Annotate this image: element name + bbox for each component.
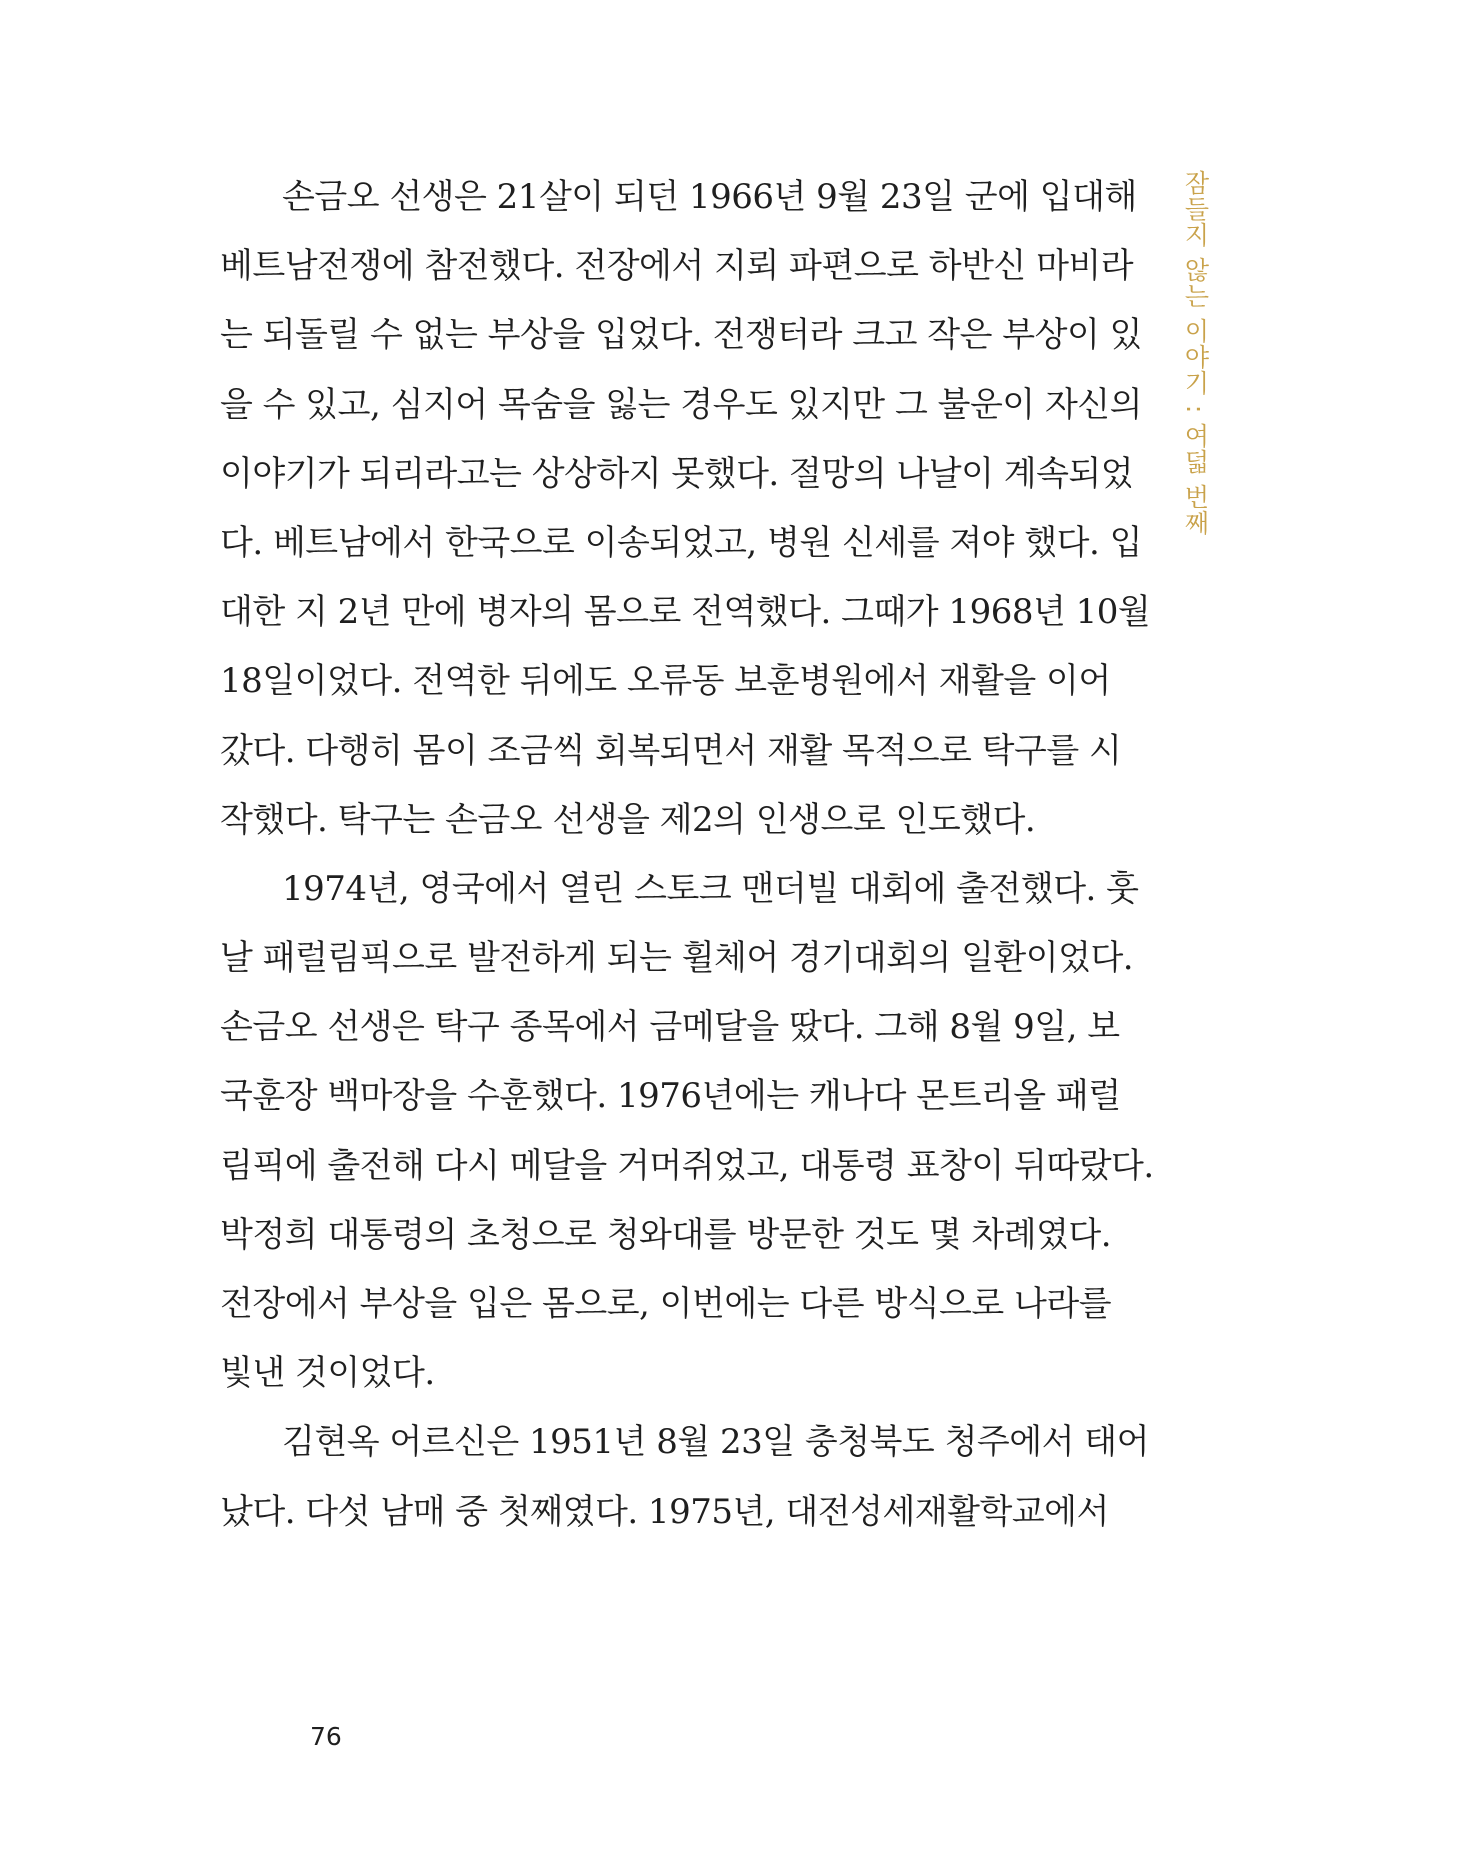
text-line: 박정희 대통령의 초청으로 청와대를 방문한 것도 몇 차례였다. <box>220 1214 1112 1255</box>
text-line: 전장에서 부상을 입은 몸으로, 이번에는 다른 방식으로 나라를 <box>220 1284 1112 1324</box>
text-line: 날 패럴림픽으로 발전하게 되는 휠체어 경기대회의 일환이었다. <box>220 938 1134 979</box>
text-line: 손금오 선생은 21살이 되던 1966년 9월 23일 군에 입대해 <box>282 177 1137 217</box>
text-line: 빛낸 것이었다. <box>220 1353 435 1394</box>
text-line: 작했다. 탁구는 손금오 선생을 제2의 인생으로 인도했다. <box>220 799 1036 840</box>
text-line: 1974년, 영국에서 열린 스토크 맨더빌 대회에 출전했다. 훗 <box>282 868 1139 909</box>
text-line: 다. 베트남에서 한국으로 이송되었고, 병원 신세를 져야 했다. 입 <box>220 522 1142 563</box>
page-number: 76 <box>310 1722 342 1751</box>
running-title: 잠들지 않는 이야기 : 여덟 번째 <box>1181 170 1210 537</box>
text-line: 18일이었다. 전역한 뒤에도 오류동 보훈병원에서 재활을 이어 <box>220 661 1111 702</box>
text-line: 림픽에 출전해 다시 메달을 거머쥐었고, 대통령 표창이 뒤따랐다. <box>220 1145 1154 1186</box>
text-line: 대한 지 2년 만에 병자의 몸으로 전역했다. 그때가 1968년 10월 <box>220 592 1151 633</box>
text-line: 갔다. 다행히 몸이 조금씩 회복되면서 재활 목적으로 탁구를 시 <box>220 730 1122 771</box>
text-line: 손금오 선생은 탁구 종목에서 금메달을 땄다. 그해 8월 9일, 보 <box>220 1007 1120 1048</box>
text-line: 이야기가 되리라고는 상상하지 못했다. 절망의 나날이 계속되었 <box>220 453 1134 494</box>
text-line: 베트남전쟁에 참전했다. 전장에서 지뢰 파편으로 하반신 마비라 <box>220 246 1134 287</box>
text-line: 김현옥 어르신은 1951년 8월 23일 충청북도 청주에서 태어 <box>282 1422 1149 1463</box>
text-line: 국훈장 백마장을 수훈했다. 1976년에는 캐나다 몬트리올 패럴 <box>220 1076 1121 1117</box>
text-line: 났다. 다섯 남매 중 첫째였다. 1975년, 대전성세재활학교에서 <box>220 1491 1109 1532</box>
text-line: 을 수 있고, 심지어 목숨을 잃는 경우도 있지만 그 불운이 자신의 <box>220 384 1142 425</box>
body-text <box>220 163 1154 1547</box>
text-line: 는 되돌릴 수 없는 부상을 입었다. 전쟁터라 크고 작은 부상이 있 <box>220 315 1142 356</box>
